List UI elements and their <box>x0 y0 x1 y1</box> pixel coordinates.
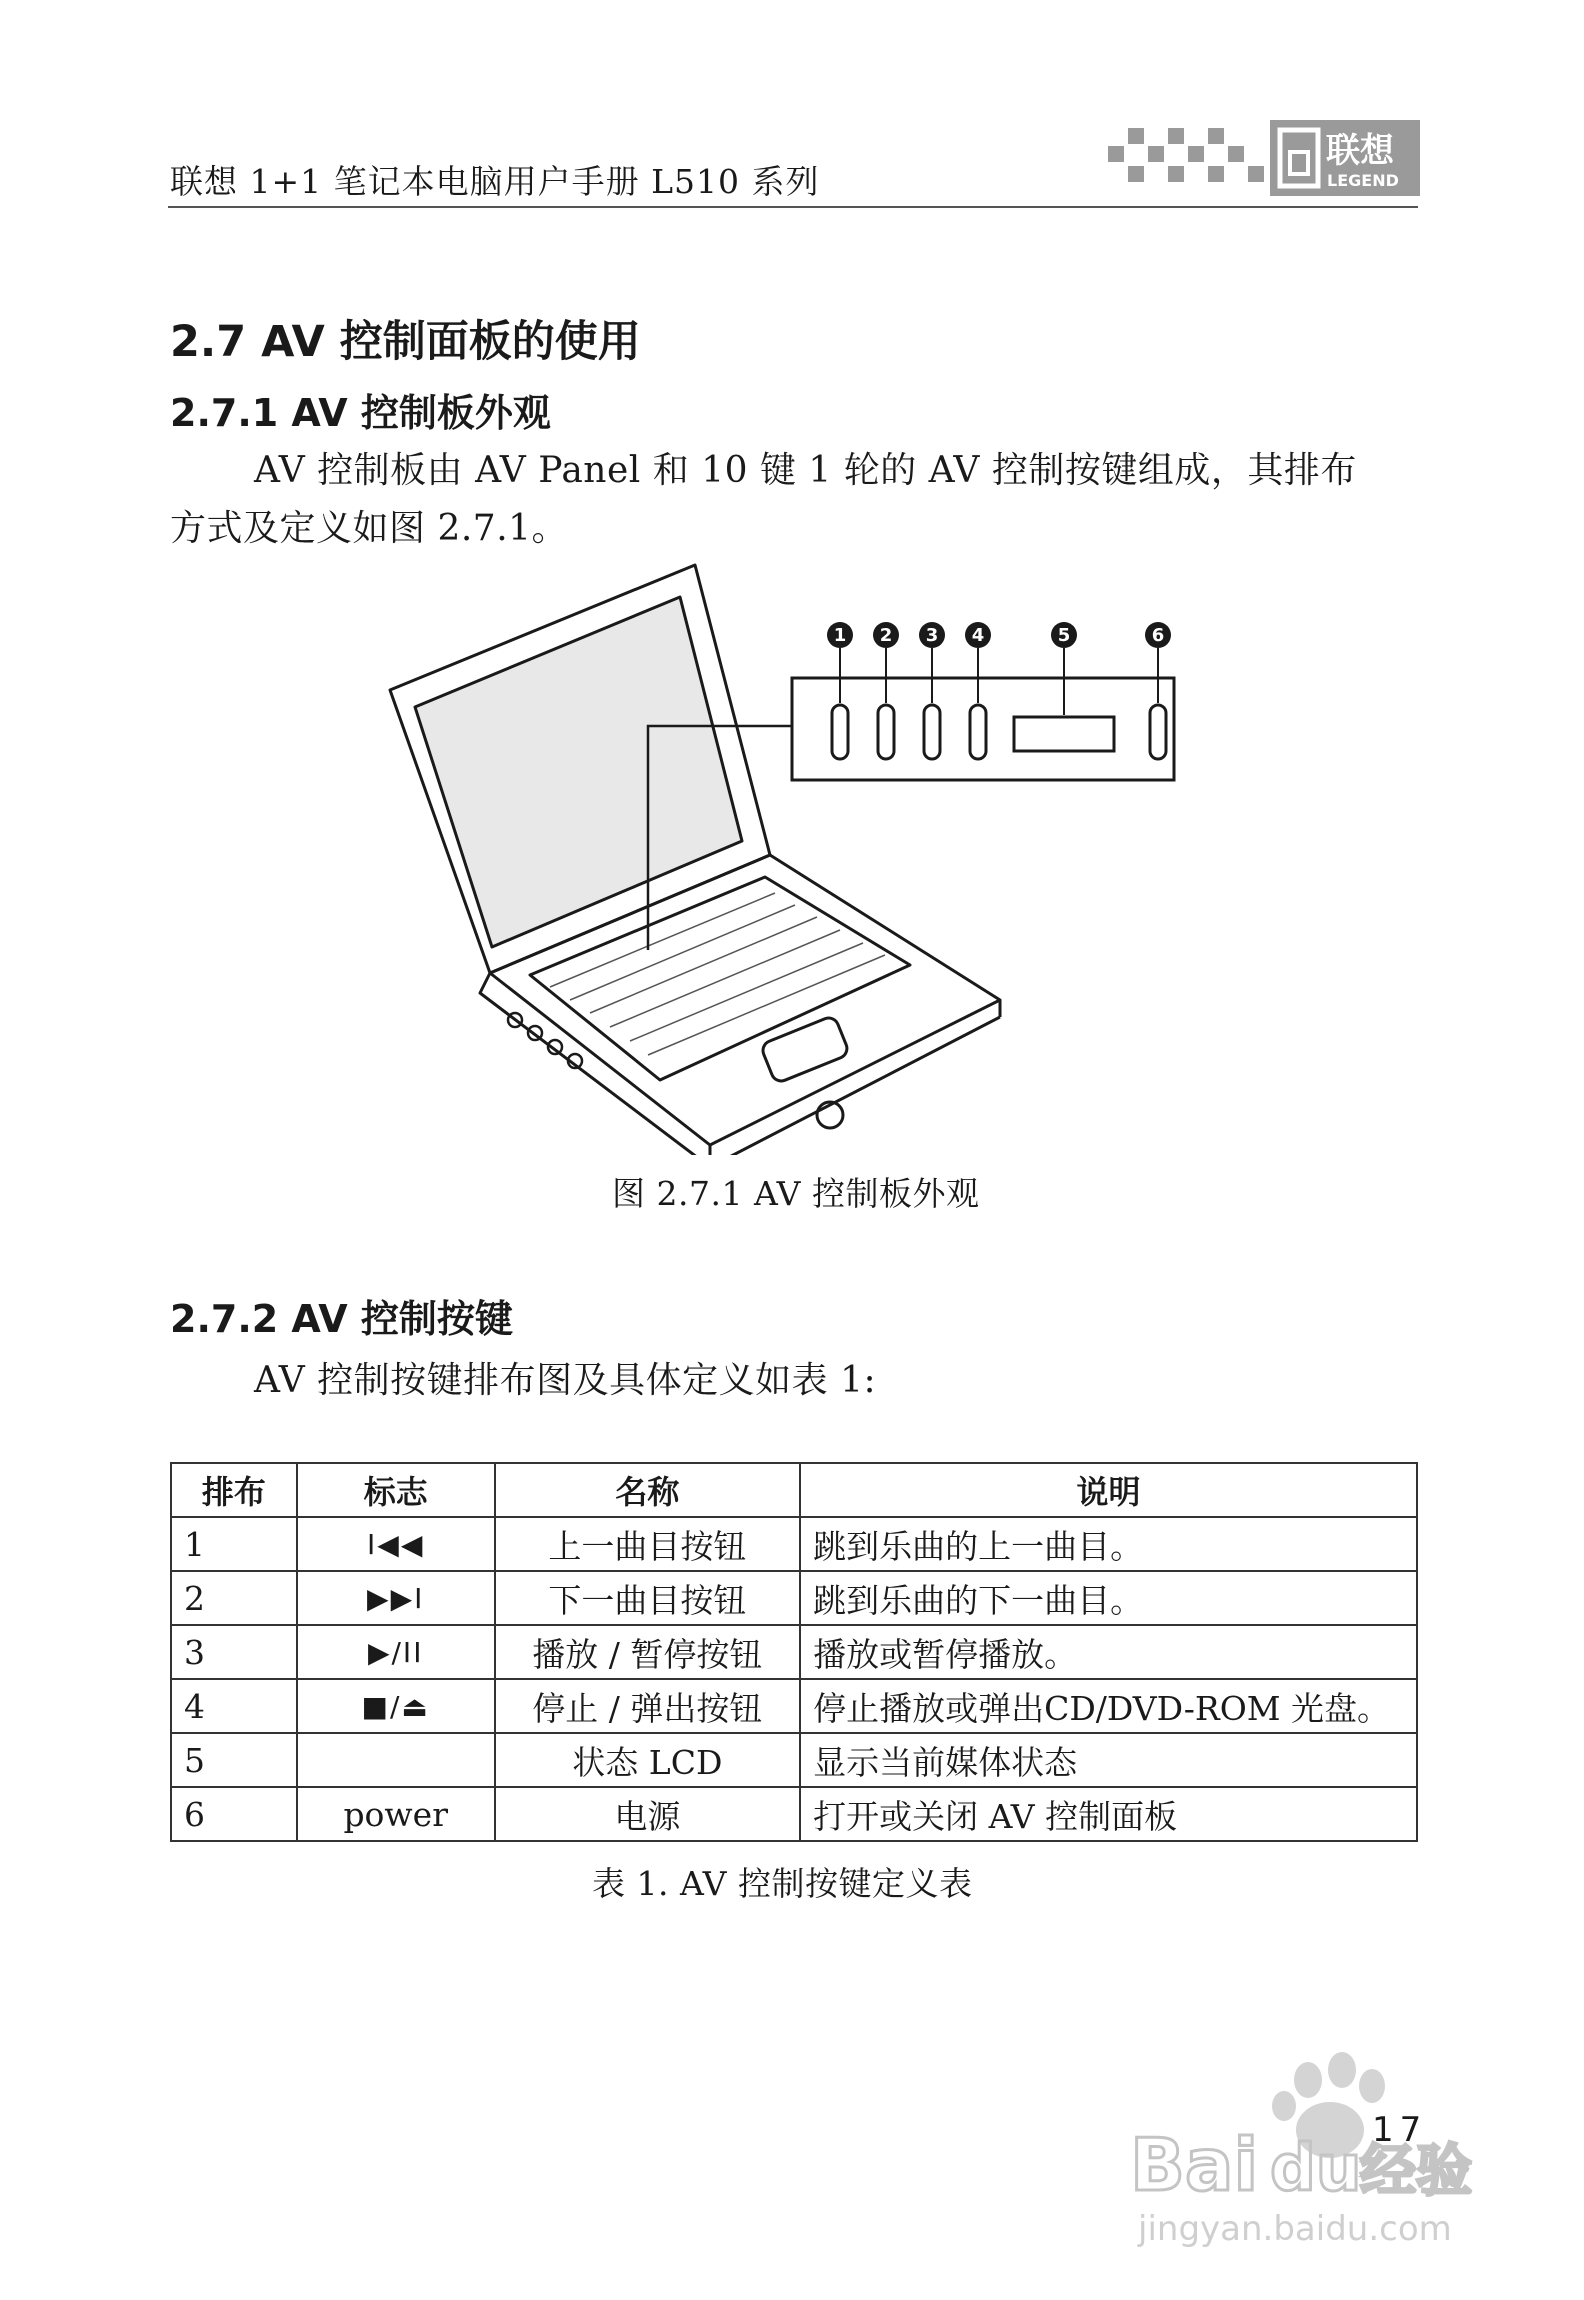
cell-name: 电源 <box>495 1787 800 1841</box>
page-number: 17 <box>1372 2110 1428 2150</box>
watermark-brand-latin: Bai <box>1130 2123 1259 2207</box>
cell-description: 打开或关闭 AV 控制面板 <box>800 1787 1417 1841</box>
subsection-heading-buttons: 2.7.2 AV 控制按键 <box>170 1297 513 1341</box>
av-button-next <box>878 705 894 759</box>
table-row <box>171 1733 1417 1787</box>
table-row <box>171 1787 1417 1841</box>
callout-2: 2 <box>879 625 893 646</box>
paragraph-line1: AV 控制板由 AV Panel 和 10 键 1 轮的 AV 控制按键组成，其排布 <box>254 450 1357 491</box>
logo-text: 联想 <box>1326 131 1394 171</box>
table-row <box>171 1517 1417 1571</box>
header-position: 排布 <box>171 1463 297 1517</box>
av-button-stop <box>970 705 986 759</box>
cell-description: 停止播放或弹出CD/DVD-ROM 光盘。 <box>800 1679 1417 1733</box>
cell-name: 上一曲目按钮 <box>495 1517 800 1571</box>
cell-symbol <box>297 1733 495 1787</box>
table-header-row <box>171 1463 1417 1517</box>
av-button-play <box>924 705 940 759</box>
header-title: 联想 1+1 笔记本电脑用户手册 L510 系列 <box>170 162 820 201</box>
watermark-brand-cn: 经验 <box>1360 2139 1472 2204</box>
cell-position: 2 <box>171 1571 297 1625</box>
cell-description: 播放或暂停播放。 <box>800 1625 1417 1679</box>
cell-description: 跳到乐曲的下一曲目。 <box>800 1571 1417 1625</box>
cell-name: 下一曲目按钮 <box>495 1571 800 1625</box>
cell-symbol: power <box>297 1787 495 1841</box>
section-heading: 2.7 AV 控制面板的使用 <box>170 317 641 367</box>
cell-position: 5 <box>171 1733 297 1787</box>
table-caption: 表 1. AV 控制按键定义表 <box>592 1864 973 1903</box>
av-status-lcd <box>1014 717 1114 751</box>
cell-name: 播放 / 暂停按钮 <box>495 1625 800 1679</box>
watermark-url: jingyan.baidu.com <box>1138 2209 1452 2249</box>
stop-eject-icon: ■/⏏ <box>297 1679 495 1733</box>
cell-position: 1 <box>171 1517 297 1571</box>
play-pause-icon: ▶/II <box>297 1625 495 1679</box>
header-description: 说明 <box>800 1463 1417 1517</box>
callout-1: 1 <box>833 625 847 646</box>
figure-caption: 图 2.7.1 AV 控制板外观 <box>612 1174 980 1213</box>
cell-description: 跳到乐曲的上一曲目。 <box>800 1517 1417 1571</box>
table-row <box>171 1625 1417 1679</box>
watermark-brand-du: du <box>1270 2132 1362 2206</box>
laptop-screen <box>415 597 742 947</box>
table-row <box>171 1679 1417 1733</box>
cell-position: 3 <box>171 1625 297 1679</box>
lenovo-legend-logo <box>1108 116 1420 200</box>
cell-position: 6 <box>171 1787 297 1841</box>
table-row <box>171 1571 1417 1625</box>
callout-3: 3 <box>925 625 939 646</box>
cell-name: 停止 / 弹出按钮 <box>495 1679 800 1733</box>
header-name: 名称 <box>495 1463 800 1517</box>
header-symbol: 标志 <box>297 1463 495 1517</box>
next-track-icon: ▶▶I <box>297 1571 495 1625</box>
cell-position: 4 <box>171 1679 297 1733</box>
cell-name: 状态 LCD <box>495 1733 800 1787</box>
callout-5: 5 <box>1057 625 1071 646</box>
av-button-prev <box>832 705 848 759</box>
header-rule <box>168 206 1418 208</box>
av-button-power <box>1150 705 1166 759</box>
baidu-jingyan-watermark <box>1120 2040 1500 2260</box>
callout-6: 6 <box>1151 625 1165 646</box>
av-button-table <box>170 1462 1418 1842</box>
table-intro-paragraph: AV 控制按键排布图及具体定义如表 1: <box>254 1360 877 1401</box>
previous-track-icon: I◀◀ <box>297 1517 495 1571</box>
logo-subtext: LEGEND <box>1327 171 1399 190</box>
av-panel-figure <box>380 555 1210 1155</box>
laptop-touchpad <box>760 1015 850 1084</box>
cell-description: 显示当前媒体状态 <box>800 1733 1417 1787</box>
paragraph-line2: 方式及定义如图 2.7.1。 <box>170 508 569 549</box>
callout-4: 4 <box>971 625 985 646</box>
subsection-heading-appearance: 2.7.1 AV 控制板外观 <box>170 391 551 435</box>
